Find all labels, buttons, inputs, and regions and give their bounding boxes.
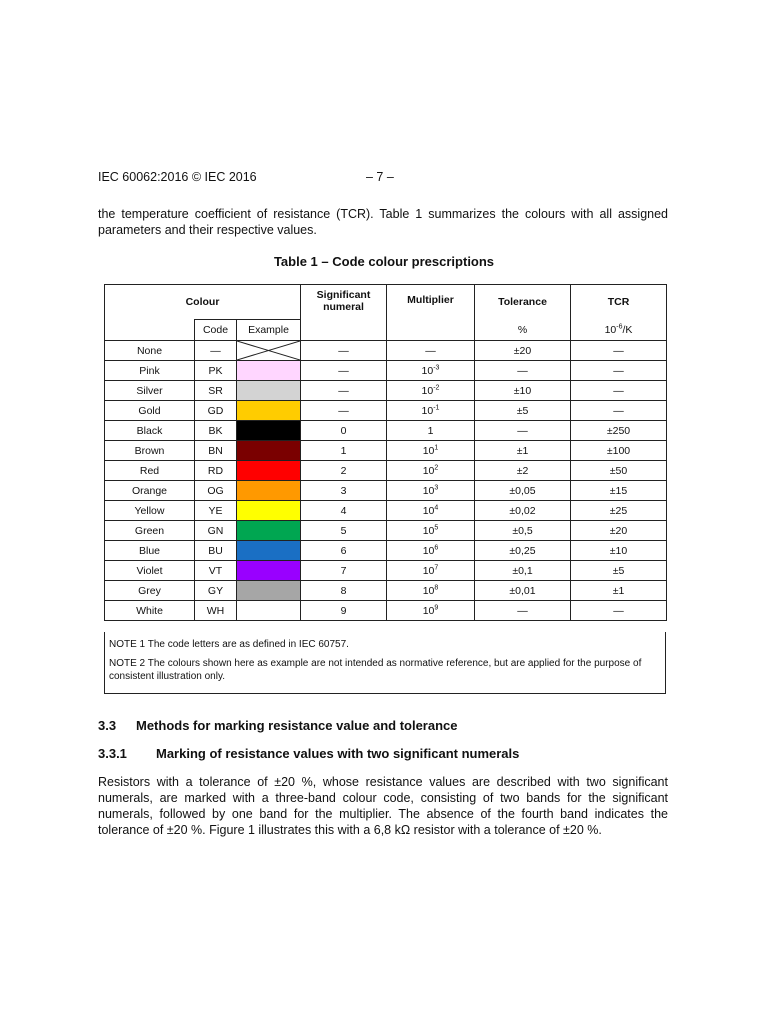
cell-multiplier: — (387, 341, 475, 361)
colour-swatch (237, 381, 300, 400)
cell-tcr: ±15 (571, 481, 667, 501)
subheader-tcr-unit: $10^{-6}/K$ (571, 320, 667, 341)
subheader-tolerance-unit: % (475, 320, 571, 341)
table-header-row (105, 285, 667, 320)
colour-swatch (237, 401, 300, 420)
cell-tolerance: ±20 (475, 341, 571, 361)
cell-example-swatch (237, 541, 301, 561)
cell-code: — (195, 341, 237, 361)
table-title: Table 1 – Code colour prescriptions (273, 254, 495, 269)
cell-multiplier: 1 (387, 421, 475, 441)
section-heading-3-3-1 (98, 746, 519, 761)
cell-tolerance: ±0,25 (475, 541, 571, 561)
table-row (105, 601, 667, 621)
cell-multiplier: $10^{-3}$ (387, 361, 475, 381)
cell-multiplier: $10^9$ (387, 601, 475, 621)
subheader-example: Example (237, 320, 301, 341)
cell-significant-numeral: 8 (301, 581, 387, 601)
cell-multiplier: $10^1$ (387, 441, 475, 461)
cell-code: BU (195, 541, 237, 561)
cell-colour: Silver (105, 381, 195, 401)
colour-swatch (237, 361, 300, 380)
cell-code: BK (195, 421, 237, 441)
cell-tcr: ±50 (571, 461, 667, 481)
cell-tcr: — (571, 381, 667, 401)
cell-significant-numeral: 1 (301, 441, 387, 461)
section-title: Marking of resistance values with two significant numerals (156, 746, 520, 761)
table-row (105, 421, 667, 441)
cell-tcr: — (571, 341, 667, 361)
colour-code-table (104, 284, 667, 621)
cell-multiplier: $10^6$ (387, 541, 475, 561)
cell-example-swatch (237, 381, 301, 401)
page-number: – 7 – (366, 170, 394, 184)
cell-tcr: ±25 (571, 501, 667, 521)
table-row (105, 561, 667, 581)
cell-multiplier: $10^5$ (387, 521, 475, 541)
cell-colour: Pink (105, 361, 195, 381)
cell-colour: Red (105, 461, 195, 481)
cell-tolerance: — (475, 361, 571, 381)
table-row (105, 341, 667, 361)
cell-code: SR (195, 381, 237, 401)
body-paragraph: Resistors with a tolerance of ±20 %, whose resistance values are described with two significant numerals, are marked with a three-band colour code, consisting of two bands for the significant numerals, followed by one band for the multiplier. The absence of the fourth band indicates the tolerance of ±20 %. Figure 1 illustrates this with a 6,8 kΩ resistor with a tolerance of ±20 %. (98, 775, 668, 837)
cell-tcr: ±1 (571, 581, 667, 601)
header-tcr: TCR (571, 285, 667, 320)
cell-tcr: — (571, 601, 667, 621)
cell-tcr: ±250 (571, 421, 667, 441)
cell-tolerance: — (475, 601, 571, 621)
cell-colour: Green (105, 521, 195, 541)
table-row (105, 501, 667, 521)
table-row (105, 481, 667, 501)
colour-swatch (237, 421, 300, 440)
cell-significant-numeral: 6 (301, 541, 387, 561)
cell-tolerance: ±2 (475, 461, 571, 481)
cell-multiplier: $10^4$ (387, 501, 475, 521)
cell-tcr: ±10 (571, 541, 667, 561)
cell-tolerance: ±0,05 (475, 481, 571, 501)
cell-tcr: — (571, 401, 667, 421)
cell-tolerance: ±0,01 (475, 581, 571, 601)
cell-multiplier: $10^3$ (387, 481, 475, 501)
section-heading-3-3 (98, 718, 458, 733)
cell-significant-numeral: — (301, 381, 387, 401)
colour-swatch (237, 501, 300, 520)
table-row (105, 461, 667, 481)
cell-tolerance: ±1 (475, 441, 571, 461)
cell-example-swatch (237, 521, 301, 541)
table-body (105, 341, 667, 621)
cell-code: PK (195, 361, 237, 381)
cell-code: VT (195, 561, 237, 581)
cell-multiplier: $10^7$ (387, 561, 475, 581)
cell-example-swatch (237, 481, 301, 501)
cell-significant-numeral: — (301, 401, 387, 421)
cell-colour: Grey (105, 581, 195, 601)
section-number: 3.3.1 (98, 746, 127, 761)
cell-tolerance: ±0,02 (475, 501, 571, 521)
cell-example-swatch (237, 401, 301, 421)
cell-example-swatch (237, 601, 301, 621)
cell-code: WH (195, 601, 237, 621)
subheader-blank (105, 320, 195, 341)
cell-code: BN (195, 441, 237, 461)
cell-code: GY (195, 581, 237, 601)
header-tolerance: Tolerance (475, 285, 571, 320)
colour-swatch (237, 541, 300, 560)
table-row (105, 541, 667, 561)
cell-example-swatch (237, 561, 301, 581)
cell-tolerance: ±10 (475, 381, 571, 401)
cell-tolerance: ±5 (475, 401, 571, 421)
table-row (105, 581, 667, 601)
cell-example-swatch (237, 581, 301, 601)
header-multiplier: Multiplier (387, 285, 475, 341)
subheader-code: Code (195, 320, 237, 341)
cell-example-swatch (237, 361, 301, 381)
header-standard-id: IEC 60062:2016 © IEC 2016 (98, 170, 257, 184)
colour-swatch (237, 461, 300, 480)
cell-colour: Black (105, 421, 195, 441)
cell-example-swatch (237, 421, 301, 441)
cell-example-swatch (237, 461, 301, 481)
cell-code: GD (195, 401, 237, 421)
cell-colour: Brown (105, 441, 195, 461)
cell-colour: Blue (105, 541, 195, 561)
cell-multiplier: $10^{-1}$ (387, 401, 475, 421)
table-row (105, 401, 667, 421)
cell-significant-numeral: — (301, 341, 387, 361)
colour-swatch (237, 581, 300, 600)
colour-swatch (237, 561, 300, 580)
note-2: NOTE 2 The colours shown here as example are not intended as normative reference, but are applied for the purpose of consistent illustration only. (109, 658, 642, 682)
table-row (105, 441, 667, 461)
section-title: Methods for marking resistance value and tolerance (136, 718, 458, 733)
cell-multiplier: $10^8$ (387, 581, 475, 601)
colour-swatch (237, 481, 300, 500)
note-1: NOTE 1 The code letters are as defined in IEC 60757. (109, 639, 349, 650)
section-number: 3.3 (98, 718, 117, 733)
header-significant-numeral: Significant numeral (301, 285, 387, 341)
cell-colour: White (105, 601, 195, 621)
cell-code: YE (195, 501, 237, 521)
cell-significant-numeral: 0 (301, 421, 387, 441)
cell-tcr: — (571, 361, 667, 381)
cell-example-swatch (237, 441, 301, 461)
cell-significant-numeral: 2 (301, 461, 387, 481)
cell-tcr: ±100 (571, 441, 667, 461)
cell-tolerance: — (475, 421, 571, 441)
cell-colour: Yellow (105, 501, 195, 521)
cell-tcr: ±20 (571, 521, 667, 541)
cell-significant-numeral: 7 (301, 561, 387, 581)
cell-tcr: ±5 (571, 561, 667, 581)
cell-multiplier: $10^{-2}$ (387, 381, 475, 401)
cell-example-swatch (237, 341, 301, 361)
table-row (105, 381, 667, 401)
cell-significant-numeral: 5 (301, 521, 387, 541)
colour-swatch (237, 441, 300, 460)
table-row (105, 361, 667, 381)
header-colour: Colour (105, 285, 301, 320)
cell-example-swatch (237, 501, 301, 521)
cell-code: OG (195, 481, 237, 501)
table-notes (104, 632, 666, 694)
cell-colour: None (105, 341, 195, 361)
cell-significant-numeral: 9 (301, 601, 387, 621)
page-header (98, 170, 668, 188)
cell-code: GN (195, 521, 237, 541)
colour-swatch (237, 601, 300, 620)
none-cross-icon (237, 341, 300, 360)
cell-colour: Violet (105, 561, 195, 581)
cell-multiplier: $10^2$ (387, 461, 475, 481)
cell-tolerance: ±0,5 (475, 521, 571, 541)
cell-code: RD (195, 461, 237, 481)
cell-colour: Gold (105, 401, 195, 421)
colour-swatch (237, 521, 300, 540)
cell-significant-numeral: 3 (301, 481, 387, 501)
cell-tolerance: ±0,1 (475, 561, 571, 581)
intro-paragraph: the temperature coefficient of resistance (TCR). Table 1 summarizes the colours with all assigned parameters and their respective values. (98, 207, 668, 237)
cell-colour: Orange (105, 481, 195, 501)
cell-significant-numeral: 4 (301, 501, 387, 521)
cell-significant-numeral: — (301, 361, 387, 381)
table-row (105, 521, 667, 541)
